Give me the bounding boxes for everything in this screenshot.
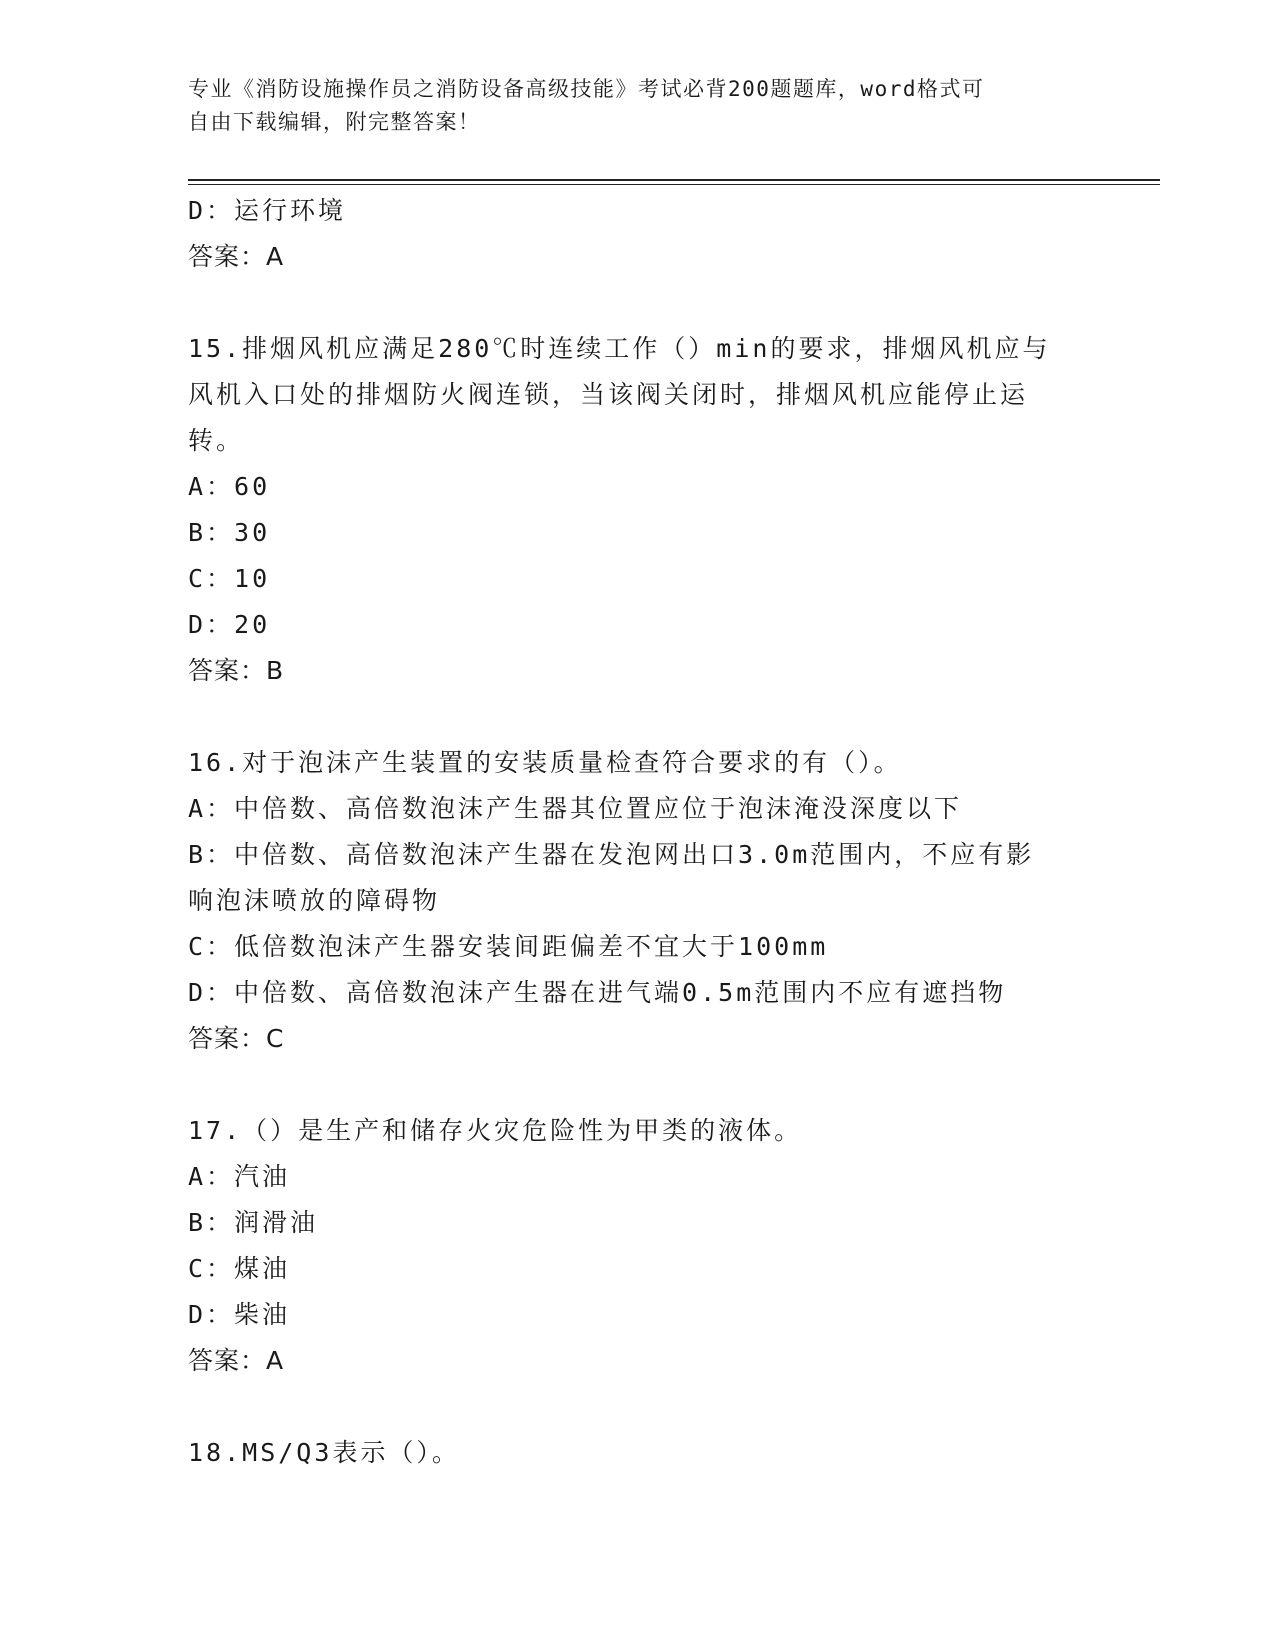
option-d: D：中倍数、高倍数泡沫产生器在进气端0.5m范围内不应有遮挡物 [188,978,1007,1007]
header-line: 专业《消防设施操作员之消防设备高级技能》考试必背200题题库，word格式可 [188,77,985,101]
question-fragment [188,188,1088,280]
option-c: C：低倍数泡沫产生器安装间距偏差不宜大于100mm [188,932,829,961]
option-d: D：柴油 [188,1300,291,1329]
question-spacer [188,280,1088,326]
question-16 [188,740,1088,1062]
question-spacer [188,694,1088,740]
header-line: 自由下载编辑，附完整答案！ [188,110,481,134]
header-divider-thin [188,184,1160,185]
answer-line: 答案：A [188,1346,285,1375]
option-b: B：中倍数、高倍数泡沫产生器在发泡网出口3.0m范围内，不应有影 [188,840,1035,869]
question-stem-line: 16.对于泡沫产生装置的安装质量检查符合要求的有（）。 [188,748,902,777]
question-stem-line: 17.（）是生产和储存火灾危险性为甲类的液体。 [188,1116,803,1145]
question-15 [188,326,1088,694]
question-spacer [188,1384,1088,1430]
question-spacer [188,1062,1088,1108]
header-divider-thick [188,179,1160,181]
option-a: A：60 [188,472,271,501]
header-text [188,73,1068,139]
option-b: B：30 [188,518,271,547]
option-a: A：中倍数、高倍数泡沫产生器其位置应位于泡沫淹没深度以下 [188,794,963,823]
answer-line: 答案：B [188,656,285,685]
option-b-continued: 响泡沫喷放的障碍物 [188,886,441,915]
option-c: C：煤油 [188,1254,291,1283]
option-d: D：20 [188,610,271,639]
question-stem-line: 风机入口处的排烟防火阀连锁，当该阀关闭时，排烟风机应能停止运 [188,380,1029,409]
answer-line: 答案：C [188,1024,285,1053]
option-c: C：10 [188,564,271,593]
question-stem-line: 15.排烟风机应满足280℃时连续工作（）min的要求，排烟风机应与 [188,334,1051,363]
question-17 [188,1108,1088,1384]
question-18 [188,1430,1088,1476]
question-content [188,188,1088,1476]
answer-line: 答案：A [188,242,285,271]
option-b: B：润滑油 [188,1208,319,1237]
question-stem-line: 转。 [188,426,245,455]
question-stem-line: 18.MS/Q3表示（）。 [188,1438,460,1467]
option-a: A：汽油 [188,1162,291,1191]
option-d: D：运行环境 [188,196,347,225]
